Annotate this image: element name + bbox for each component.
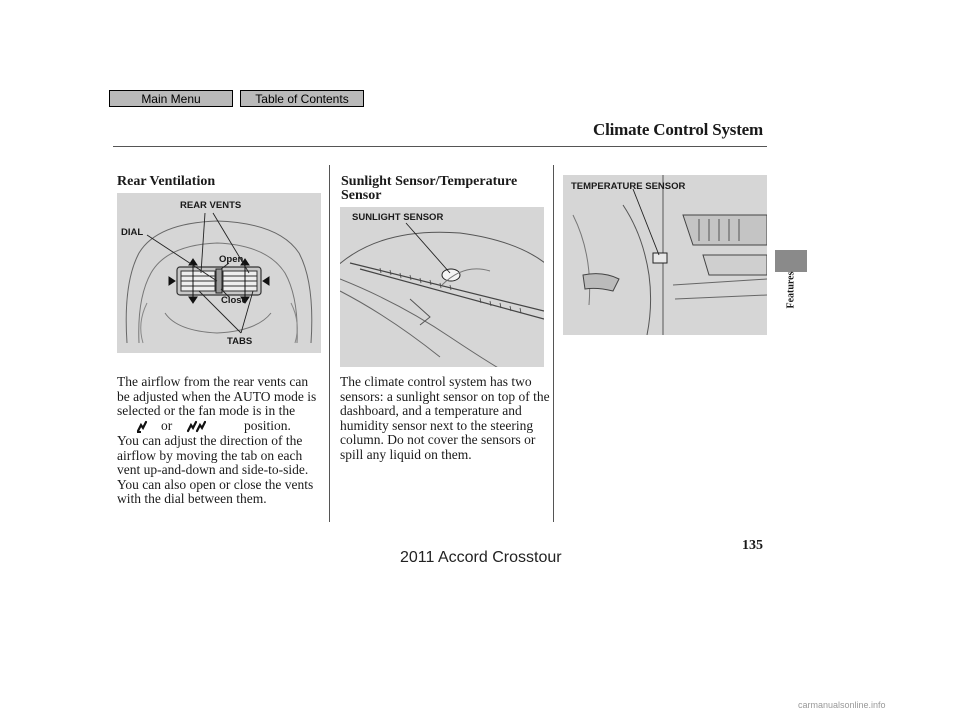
sunlight-sensor-illustration — [340, 207, 544, 367]
footer-title: 2011 Accord Crosstour — [400, 549, 562, 566]
temperature-sensor-label: TEMPERATURE SENSOR — [571, 181, 686, 192]
fan-mode-floor-icon — [135, 420, 151, 433]
close-label: Close — [221, 295, 247, 306]
tabs-label: TABS — [227, 336, 253, 347]
page-number: 135 — [742, 538, 763, 553]
rear-paragraph-2: You can adjust the direction of the airflow by moving the tab on each vent up-and-down and side-to-side. You can also open or close the vents with the dial between them. — [117, 433, 314, 507]
main-menu-button[interactable]: Main Menu — [109, 90, 233, 107]
temperature-sensor-illustration — [563, 175, 767, 335]
rear-vents-figure — [117, 193, 321, 353]
rear-vents-label: REAR VENTS — [180, 200, 242, 211]
rear-ventilation-heading: Rear Ventilation — [117, 174, 216, 189]
page-title: Climate Control System — [593, 120, 763, 139]
temperature-sensor-figure — [563, 175, 767, 335]
column-divider-right — [553, 165, 554, 522]
column-divider-left — [329, 165, 330, 522]
sunlight-sensor-label: SUNLIGHT SENSOR — [352, 212, 444, 223]
sunlight-sensor-figure — [340, 207, 544, 367]
dial-label: DIAL — [121, 227, 144, 238]
open-label: Open — [219, 254, 244, 265]
watermark: carmanualsonline.info — [798, 700, 886, 710]
side-section-label: Features — [785, 271, 797, 309]
table-of-contents-button[interactable]: Table of Contents — [240, 90, 364, 107]
rear-paragraph-1: The airflow from the rear vents can be adjusted when the AUTO mode is selected or the fan mode is in the or position. — [117, 374, 317, 433]
header-rule — [113, 146, 767, 147]
fan-mode-floor-defrost-icon — [186, 420, 206, 433]
sensor-paragraph: The climate control system has two sensors: a sunlight sensor on top of the dashboard, and a temperature and humidity sensor next to the steering column. Do not cover the sensors or spill any liquid on them. — [340, 374, 550, 462]
rear-vents-illustration — [117, 193, 321, 353]
sensor-heading: Sunlight Sensor/Temperature Sensor — [341, 174, 518, 203]
